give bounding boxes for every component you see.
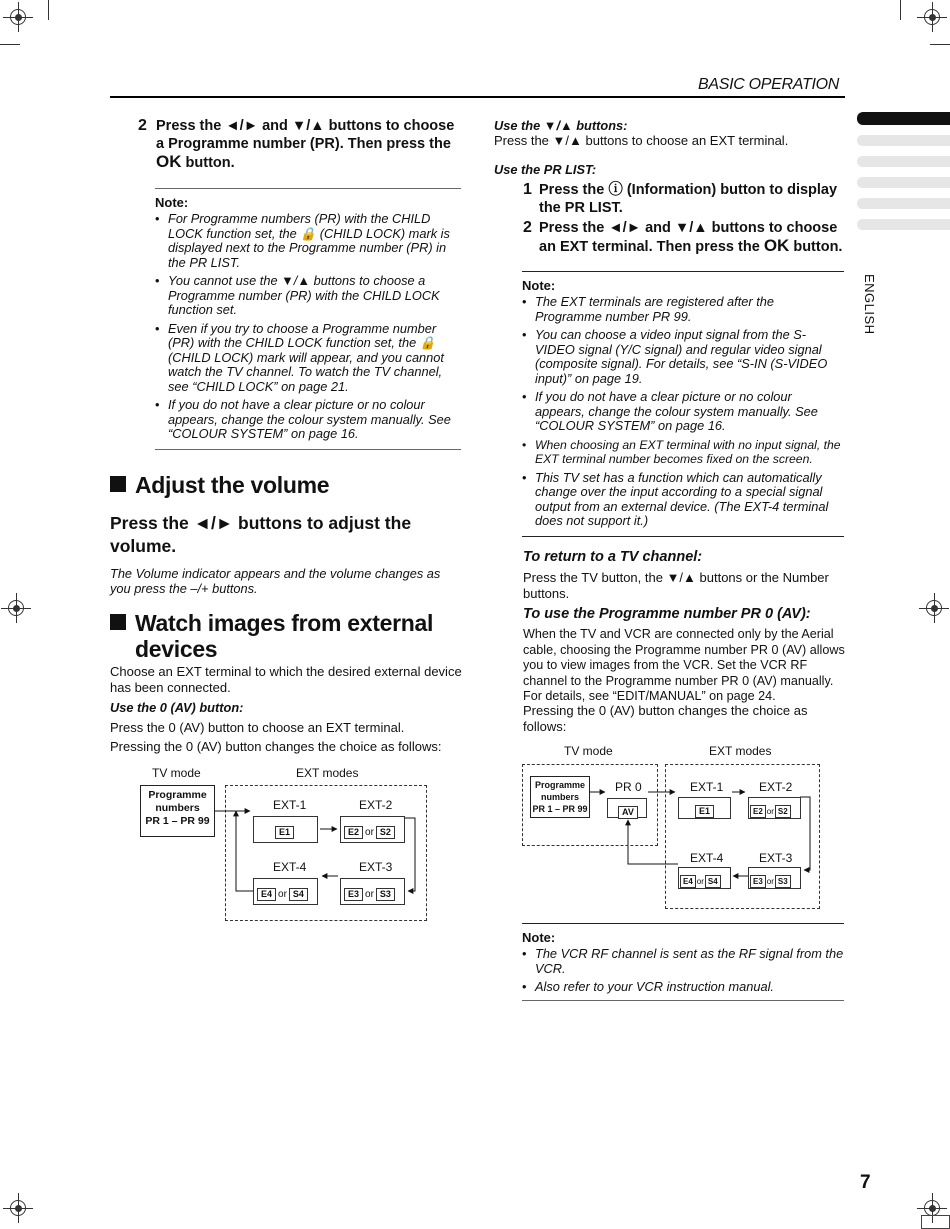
ext1-label: EXT-1 — [690, 780, 724, 794]
page-number: 7 — [860, 1172, 871, 1193]
external-heading-line2: devices — [135, 636, 218, 662]
pressing-text: Pressing the 0 (AV) button changes the choice as follows: — [110, 739, 442, 754]
note-item: • For Programme numbers (PR) with the CHILD LOCK function set, the 🔒 (CHILD LOCK) mark is displayed next to the Programme number (PR) in the PR LIST. — [155, 212, 461, 270]
diagram-tv-mode-label: TV mode — [564, 744, 613, 758]
ext3-label: EXT-3 — [359, 860, 393, 874]
pr0-av-box: AV — [607, 798, 647, 818]
note-item: • Also refer to your VCR instruction manual. — [522, 980, 844, 995]
use-av-text: Press the 0 (AV) button to choose an EXT terminal. — [110, 720, 405, 735]
pr0-title: To use the Programme number PR 0 (AV): — [523, 606, 811, 622]
note-item: • If you do not have a clear picture or no colour appears, change the colour system manually. See “COLOUR SYSTEM” on page 16. — [522, 390, 844, 434]
ext1-terminal-box: E1 — [678, 797, 731, 819]
ext1-label: EXT-1 — [273, 798, 307, 812]
diagram-tv-mode-label: TV mode — [152, 766, 201, 780]
note-title: Note: — [522, 278, 556, 293]
note-item: • If you do not have a clear picture or no colour appears, change the colour system manually. See “COLOUR SYSTEM” on page 16. — [155, 398, 461, 442]
use-prlist-label: Use the PR LIST: — [494, 162, 597, 177]
use-av-label: Use the 0 (AV) button: — [110, 700, 244, 715]
ext2-terminal-box: E2 or S2 — [748, 797, 801, 819]
ext3-terminal-box: E3 or S3 — [340, 878, 405, 905]
note-item: • When choosing an EXT terminal with no input signal, the EXT terminal number becomes fixed on the screen. — [522, 438, 844, 467]
step-text: Press the ◄/► and ▼/▲ buttons to choose a Programme number (PR). Then press the — [156, 118, 455, 152]
pr0-label: PR 0 — [615, 780, 642, 794]
ext2-terminal-box: E2 or S2 — [340, 816, 405, 843]
volume-description: The Volume indicator appears and the volume changes as you press the –/+ buttons. — [110, 566, 441, 596]
return-text: Press the TV button, the ▼/▲ buttons or the Number buttons. — [523, 570, 829, 601]
ext4-label: EXT-4 — [690, 851, 724, 865]
ok-button-icon: OK — [763, 236, 790, 255]
note-title: Note: — [155, 195, 189, 210]
language-label: ENGLISH — [862, 274, 877, 335]
note-item: • The EXT terminals are registered after the Programme number PR 99. — [522, 295, 844, 324]
volume-heading: Adjust the volume — [110, 472, 470, 498]
step-text: Press the ◄/► and ▼/▲ buttons to choose an EXT terminal. Then press the — [539, 220, 838, 255]
right-step-1 — [523, 181, 845, 217]
step-tail: button. — [185, 155, 235, 171]
pr0-pressing: Pressing the 0 (AV) button changes the choice as follows: — [523, 703, 808, 734]
right-note-2 — [522, 923, 844, 1001]
step-number: 2 — [523, 219, 532, 236]
pr0-text: When the TV and VCR are connected only by the Aerial cable, choosing the Programme number PR 0 (AV) allows you to view images from the VCR. Set the VCR RF channel to the Programme number PR 0 (AV) manually. For details, see “EDIT/MANUAL” on page 24. — [523, 627, 845, 703]
note-item: • Even if you try to choose a Programme number (PR) with the CHILD LOCK function set, the 🔒 (CHILD LOCK) mark will appear, and you cannot watch the TV channel. To watch the TV channel, see “CHILD LOCK” on page 21. — [155, 322, 461, 395]
use-arrows-text: Press the ▼/▲ buttons to choose an EXT terminal. — [494, 133, 789, 148]
step-number: 1 — [523, 181, 532, 198]
note-item: • You can choose a video input signal from the S-VIDEO signal (Y/C signal) and regular video signal (composite signal). For details, see “S-IN (S-VIDEO input)” on page 19. — [522, 328, 844, 386]
ext3-terminal-box: E3 or S3 — [748, 867, 801, 889]
right-note — [522, 271, 844, 537]
diagram-ext-modes-label: EXT modes — [709, 744, 772, 758]
ext3-label: EXT-3 — [759, 851, 793, 865]
use-arrows-label: Use the ▼/▲ buttons: — [494, 118, 628, 133]
programme-numbers-box: Programme numbers PR 1 – PR 99 — [530, 776, 590, 818]
note-item: • The VCR RF channel is sent as the RF signal from the VCR. — [522, 947, 844, 976]
external-heading: Watch images from external — [110, 610, 470, 636]
diagram-ext-modes-label: EXT modes — [296, 766, 359, 780]
ext2-label: EXT-2 — [359, 798, 393, 812]
step-tail: button. — [793, 239, 843, 255]
note-title: Note: — [522, 930, 556, 945]
ext4-terminal-box: E4 or S4 — [678, 867, 731, 889]
ext4-label: EXT-4 — [273, 860, 307, 874]
right-step-2 — [523, 219, 845, 256]
volume-instruction: Press the ◄/► buttons to adjust the volume. — [110, 513, 412, 556]
ext2-label: EXT-2 — [759, 780, 793, 794]
ext4-terminal-box: E4 or S4 — [253, 878, 318, 905]
step-number: 2 — [138, 117, 147, 134]
ok-button-icon: OK — [156, 152, 182, 171]
note-item: • You cannot use the ▼/▲ buttons to choose a Programme number (PR) with the CHILD LOCK function set. — [155, 274, 461, 318]
section-header: BASIC OPERATION — [698, 76, 840, 93]
programme-numbers-box: Programme numbers PR 1 – PR 99 — [140, 785, 215, 837]
step-text: Press the ⓘ (Information) button to display the PR LIST. — [539, 182, 838, 216]
external-intro: Choose an EXT terminal to which the desired external device has been connected. — [110, 664, 462, 695]
note-item: • This TV set has a function which can automatically change over the input according to a special signal output from an external device. (The EXT-4 terminal does not support it.) — [522, 471, 844, 529]
return-title: To return to a TV channel: — [523, 549, 703, 565]
ext1-terminal-box: E1 — [253, 816, 318, 843]
